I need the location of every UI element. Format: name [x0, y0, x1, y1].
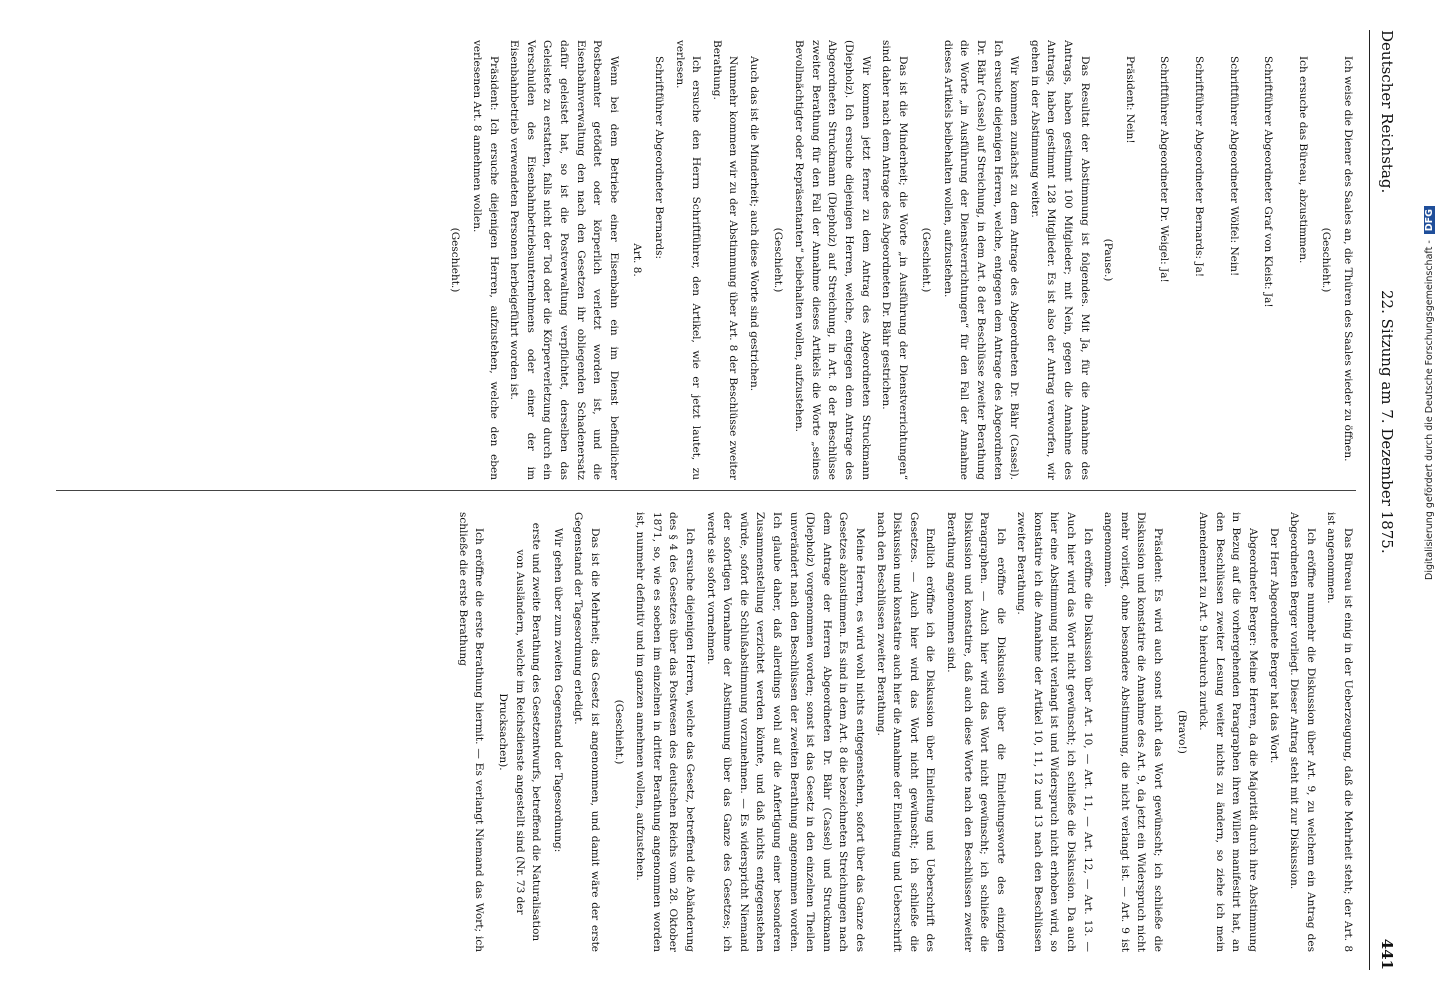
paragraph: Schriftführer Abgeordneter Bernards: Ja!: [1193, 56, 1206, 278]
journal-title: Deutscher Reichstag.: [1378, 30, 1396, 194]
paragraph: Abgeordneter Berger: Meine Herren, da die Majorität durch ihre Abstimmung in Bezug auf die vorhergehenden Paragraphen ihren Willen manifestirt hat, an den Beschlüssen zweiter Lesung weiter nichts zu ändern, so ziehe ich mein Amendement zu Art. 9 hierdurch zurück.: [1197, 512, 1260, 952]
paragraph: Das ist die Minderheit; die Worte „in Ausführung der Dienstverrichtungen“ sind daher nach dem Antrage des Abgeordneten Dr. Bähr gestrichen.: [880, 40, 909, 480]
right-column: [450, 512, 1356, 952]
session-title: 22. Sitzung am 7. Dezember 1875.: [1378, 290, 1396, 554]
paragraph: Wir kommen zunächst zu dem Antrage des Abgeordneten Dr. Bähr (Cassel). Ich ersuche diejenigen Herren, welche, entgegen dem Antrage des Abgeordneten Dr. Bähr (Cassel) auf Streichung, in dem Art. 8 der Beschlüsse zweiter Berathung die Worte „in Ausführung der Dienstverrichtungen“ für den Fall der Annahme dieses Artikels beibehalten wollen, aufzustehen.: [941, 40, 1021, 480]
centered-note: (Geschieht.): [1320, 227, 1333, 293]
centered-note: (Geschieht.): [771, 227, 784, 293]
page-number: 441: [1378, 938, 1396, 970]
dfg-logo: DFG: [1424, 206, 1435, 234]
paragraph: Präsident: Ich ersuche diejenigen Herren, aufzustehen, welche den eben verlesenen Art. 8 annehmen wollen.: [471, 40, 500, 480]
spacer: [1138, 40, 1152, 480]
paragraph: Ich ersuche das Büreau, abzustimmen.: [1296, 56, 1309, 264]
paragraph: Präsident: Es wird auch sonst nicht das Wort gewünscht; ich schließe die Diskussion und konstatire die Annahme des Art. 9, da jetzt ein Widerspruch nicht mehr vorliegt, ohne besondere Abstimmung, die nicht verlangt ist. — Art. 9 ist angenommen.: [1102, 512, 1165, 952]
paragraph: Meine Herren, es wird wohl nichts entgegenstehen, sofort über das Ganze des Gesetzes abzustimmen. Es sind in dem Art. 8 die bezeichneten Streichungen nach dem Antrage der Herren Abgeordneten Dr. Bähr (Cassel) und Struckmann (Diepholz) vorgenommen worden; sonst ist das Gesetz in den einzelnen Theilen unverändert nach den Beschlüssen der zweiten Berathung angenommen worden. Ich glaube daher, daß allerdings wohl auf die Anfertigung einer besonderen Zusammenstellung verzichtet werden könnte, und daß nichts entgegenstehen würde, sofort die Schlußabstimmung vorzunehmen. — Es widerspricht Niemand der sofortigen Vornahme der Abstimmung über das Ganze des Gesetzes; ich werde sie sofort vornehmen.: [704, 512, 866, 952]
paragraph: Das Büreau ist einig in der Ueberzeugung, daß die Mehrheit steht; der Art. 8 ist angenommen.: [1325, 512, 1354, 952]
paragraph: Schriftführer Abgeordneter Dr. Weigel: Ja!: [1158, 56, 1171, 283]
paragraph: Schriftführer Abgeordneter Wölfel: Nein!: [1227, 56, 1240, 277]
paragraph: Das Resultat der Abstimmung ist folgendes. Mit Ja, für die Annahme des Antrags, haben gestimmt 100 Mitglieder; mit Nein, gegen die Annahme des Antrags, haben gestimmt 128 Mitglieder. Es ist also der Antrag verworfen, wir gehen in der Abstimmung weiter.: [1028, 40, 1091, 480]
paragraph: Wir gehen über zum zweiten Gegenstand der Tagesordnung:: [551, 528, 564, 853]
paragraph: Ich ersuche den Herrn Schriftführer, den Artikel, wie er jetzt lautet, zu verlesen.: [673, 40, 703, 480]
paragraph: Ich eröffne nunmehr die Diskussion über Art. 9, zu welchem ein Antrag des Abgeordneten Berger vorliegt. Dieser Antrag steht mit zur Diskussion.: [1288, 512, 1317, 952]
paragraph: Endlich eröffne ich die Diskussion über Einleitung und Ueberschrift des Gesetzes. — Auch hier wird das Wort nicht gewünscht; ich schließe die Diskussion und konstatire auch hier die Annahme der Einleitung und Ueberschrift nach den Beschlüssen zweiter Berathung.: [874, 512, 937, 952]
page-header: [1369, 30, 1400, 970]
paragraph: Schriftführer Abgeordneter Bernards:: [653, 56, 665, 260]
paragraph: Ich weise die Diener des Saales an, die Thüren des Saales wieder zu öffnen.: [1342, 56, 1354, 462]
paragraph: Auch das ist die Minderheit; auch diese Worte sind gestrichen.: [747, 56, 760, 392]
paragraph: Der Herr Abgeordnete Berger hat das Wort.: [1267, 528, 1280, 764]
paragraph: Ich eröffne die Diskussion über Art. 10, — Art. 11, — Art. 12, — Art. 13. — Auch hier wird das Wort nicht gewünscht; ich schließe die Diskussion. Da auch hier eine Abstimmung nicht verlangt ist und Widerspruch nicht erhoben wird, so konstatire ich die Annahme der Artikel 10, 11, 12 und 13 nach den Beschlüssen zweiter Berathung.: [1015, 512, 1094, 952]
paragraph: Präsident: Nein!: [1123, 56, 1136, 144]
centered-note: (Geschieht.): [449, 227, 462, 293]
paragraph: Das ist die Mehrheit; das Gesetz ist angenommen, und damit wäre der erste Gegenstand der Tagesordnung erledigt.: [572, 512, 602, 952]
spacer: [1276, 40, 1290, 480]
paragraph: Wenn bei dem Betriebe einer Eisenbahn ein im Dienst befindlicher Postbeamter getödtet oder körperlich verletzt worden ist, und die Eisenbahnverwaltung den nach den Gesetzen ihr obliegenden Schadenersatz dafür geleistet hat, so ist die Postverwaltung verpflichtet, derselben das Geleistete zu erstatten, falls nicht der Tod oder die Körperverletzung durch ein Verschulden des Eisenbahnbetriebsunternehmens oder einer der im Eisenbahnbetrieb verwendeten Personen herbeigeführt worden ist.: [508, 40, 620, 480]
centered-note: (Bravo!): [1175, 710, 1188, 754]
credit-text: Digitalisierung gefördert durch die Deutsche Forschungsgemeinschaft -: [1424, 240, 1435, 580]
centered-note: erste und zweite Berathung des Gesetzentwurfs, betreffend die Naturalisation von Ausländern, welche im Reichsdienste angestellt sind (Nr. 73 der Drucksachen).: [497, 522, 543, 942]
centered-note: (Geschieht.): [920, 227, 933, 293]
paragraph: Wir kommen jetzt ferner zu dem Antrag des Abgeordneten Struckmann (Diepholz). Ich ersuche diejenigen Herren, welche, entgegen dem Antrage des Abgeordneten Struckmann (Diepholz) auf Streichung, in Art. 8 der Beschlüsse zweiter Berathung für den Fall der Annahme dieses Artikels die Worte „seines Bevollmächtigter oder Repräsentanten“ beibehalten wollen, aufzustehen.: [793, 40, 872, 480]
centered-note: (Pause.): [1102, 238, 1115, 282]
centered-note: Art. 8.: [631, 243, 644, 277]
left-column: [440, 40, 1356, 480]
spacer: [1172, 40, 1186, 480]
paragraph: Nunmehr kommen wir zu der Abstimmung über Art. 8 der Beschlüsse zweiter Berathung.: [710, 40, 740, 480]
spacer: [1207, 40, 1221, 480]
paragraph: Ich eröffne die erste Berathung hiermit. — Es verlangt Niemand das Wort; ich schließe die erste Berathung: [456, 512, 486, 952]
centered-note: (Geschieht.): [612, 699, 625, 765]
column-divider: [56, 490, 1356, 491]
paragraph: Ich ersuche diejenigen Herren, welche das Gesetz, betreffend die Abänderung des § 4 des Gesetzes über das Postwesen des deutschen Reichs vom 28. Oktober 1871, so, wie es soeben im einzelnen in dritter Berathung angenommen worden ist, nunmehr definitiv und im ganzen annehmen wollen, aufzustehen.: [634, 512, 697, 952]
digitization-credit: [1408, 0, 1435, 1000]
paragraph: Schriftführer Abgeordneter Graf von Kleist: Ja!: [1262, 56, 1275, 308]
paragraph: Ich eröffne die Diskussion über die Einleitungsworte des einzigen Paragraphen. — Auch hier wird das Wort nicht gewünscht; ich schließe die Diskussion und konstatire, daß auch diese Worte nach den Beschlüssen zweiter Berathung angenommen sind.: [944, 512, 1007, 952]
spacer: [1242, 40, 1256, 480]
